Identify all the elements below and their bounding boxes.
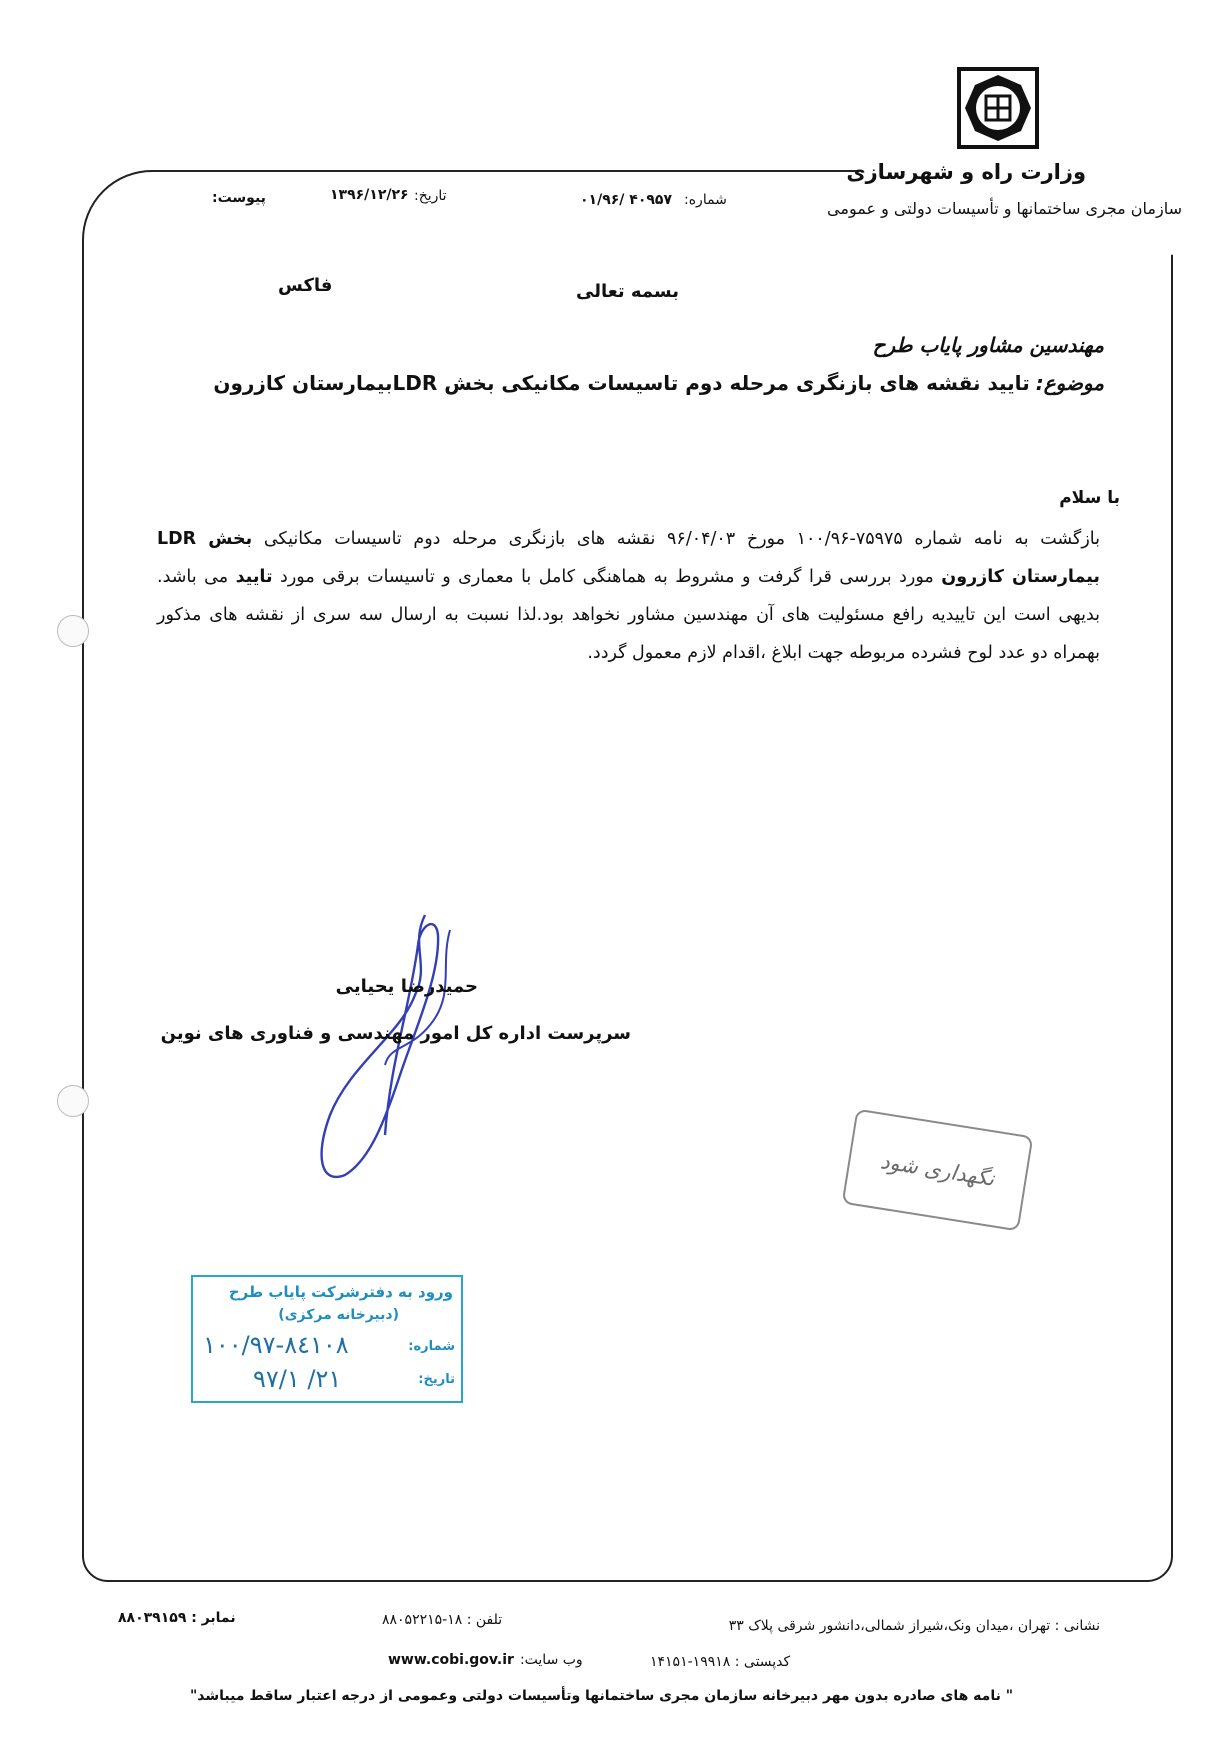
body-part-3: می باشد. بدیهی است این تاییدیه رافع مسئولیت های آن مهندسین مشاور نخواهد بود.لذا نسبت به ارسال سه سری از نقشه های مذکور بهمراه دو عدد لوح فشرده مربوطه جهت ابلاغ ،اقدام لازم معمول گردد.	[157, 567, 1100, 663]
ministry-logo	[957, 67, 1039, 149]
punch-hole	[57, 615, 89, 647]
footer-fax: نمابر : ۸۸۰۳۹۱۵۹	[118, 1610, 236, 1626]
footer-address: نشانی : تهران ،میدان ونک،شیراز شمالی،دانشور شرقی پلاک ۳۳	[728, 1618, 1100, 1634]
date-value: ۱۳۹۶/۱۲/۲۶	[330, 187, 409, 203]
receipt-date-value: ۹۷/۱ /۲۱	[253, 1365, 342, 1393]
body-part-1: بازگشت به نامه شماره ۷۵۹۷۵-۱۰۰/۹۶ مورخ ۹۶/۰۴/۰۳ نقشه های بازنگری مرحله دوم تاسیسات مکانیکی	[263, 529, 1100, 549]
receipt-number-value: ۱۰۰/۹۷-۸٤۱۰۸	[203, 1331, 349, 1359]
footer-postal: کدپستی : ۱۹۹۱۸-۱۴۱۵۱	[650, 1654, 791, 1670]
subject-line	[213, 371, 1104, 395]
footer-website-line	[388, 1652, 583, 1668]
footer-website-label: وب سایت:	[519, 1652, 583, 1668]
number-label: شماره:	[684, 192, 727, 208]
signatory-name: حمیدرضا یحیایی	[335, 976, 478, 997]
recipient: مهندسین مشاور پایاب طرح	[872, 333, 1104, 357]
receipt-stamp	[191, 1275, 463, 1403]
footer-notice: " نامه های صادره بدون مهر دبیرخانه سازمان مجری ساختمانها وتأسیسات دولتی وعمومی از درجه اعتبار ساقط میباشد"	[190, 1688, 1013, 1704]
date-label: تاریخ:	[414, 188, 447, 204]
attachment-label: پیوست:	[212, 190, 266, 206]
invocation: بسمه تعالی	[576, 281, 679, 302]
number-value: ۰۱/۹۶/ ۴۰۹۵۷	[580, 192, 673, 208]
greeting: با سلام	[1059, 488, 1120, 508]
receipt-stamp-line2: (دبیرخانه مرکزی)	[278, 1307, 399, 1323]
body-bold-1: بخش LDR بیمارستان کازرون	[157, 529, 1100, 587]
subject-label: موضوع:	[1035, 371, 1104, 395]
handwritten-signature	[290, 905, 480, 1199]
subject-text: تایید نقشه های بازنگری مرحله دوم تاسیسات مکانیکی بخش LDRبیمارستان کازرون	[213, 371, 1030, 395]
body-part-2: مورد بررسی قرا گرفت و مشروط به هماهنگی کامل با معماری و تاسیسات برقی مورد	[280, 567, 934, 587]
punch-hole	[57, 1085, 89, 1117]
ministry-name: وزارت راه و شهرسازی	[846, 160, 1086, 184]
footer-phone: تلفن : ۱۸-۸۸۰۵۲۲۱۵	[382, 1612, 503, 1628]
receipt-stamp-line1: ورود به دفترشرکت پایاب طرح	[228, 1283, 453, 1301]
receipt-date-label: تاریخ:	[418, 1372, 455, 1387]
copy-stamp-text: نگهداری شود	[878, 1149, 997, 1191]
letter-body	[157, 520, 1100, 672]
signatory-title: سرپرست اداره کل امور مهندسی و فناوری های نوین	[160, 1023, 631, 1044]
receipt-number-label: شماره:	[408, 1339, 455, 1354]
fax-label: فاکس	[278, 275, 333, 296]
body-bold-2: تایید	[235, 567, 273, 587]
organization-name: سازمان مجری ساختمانها و تأسیسات دولتی و عمومی	[827, 199, 1182, 218]
footer-website[interactable]: www.cobi.gov.ir	[388, 1652, 514, 1668]
